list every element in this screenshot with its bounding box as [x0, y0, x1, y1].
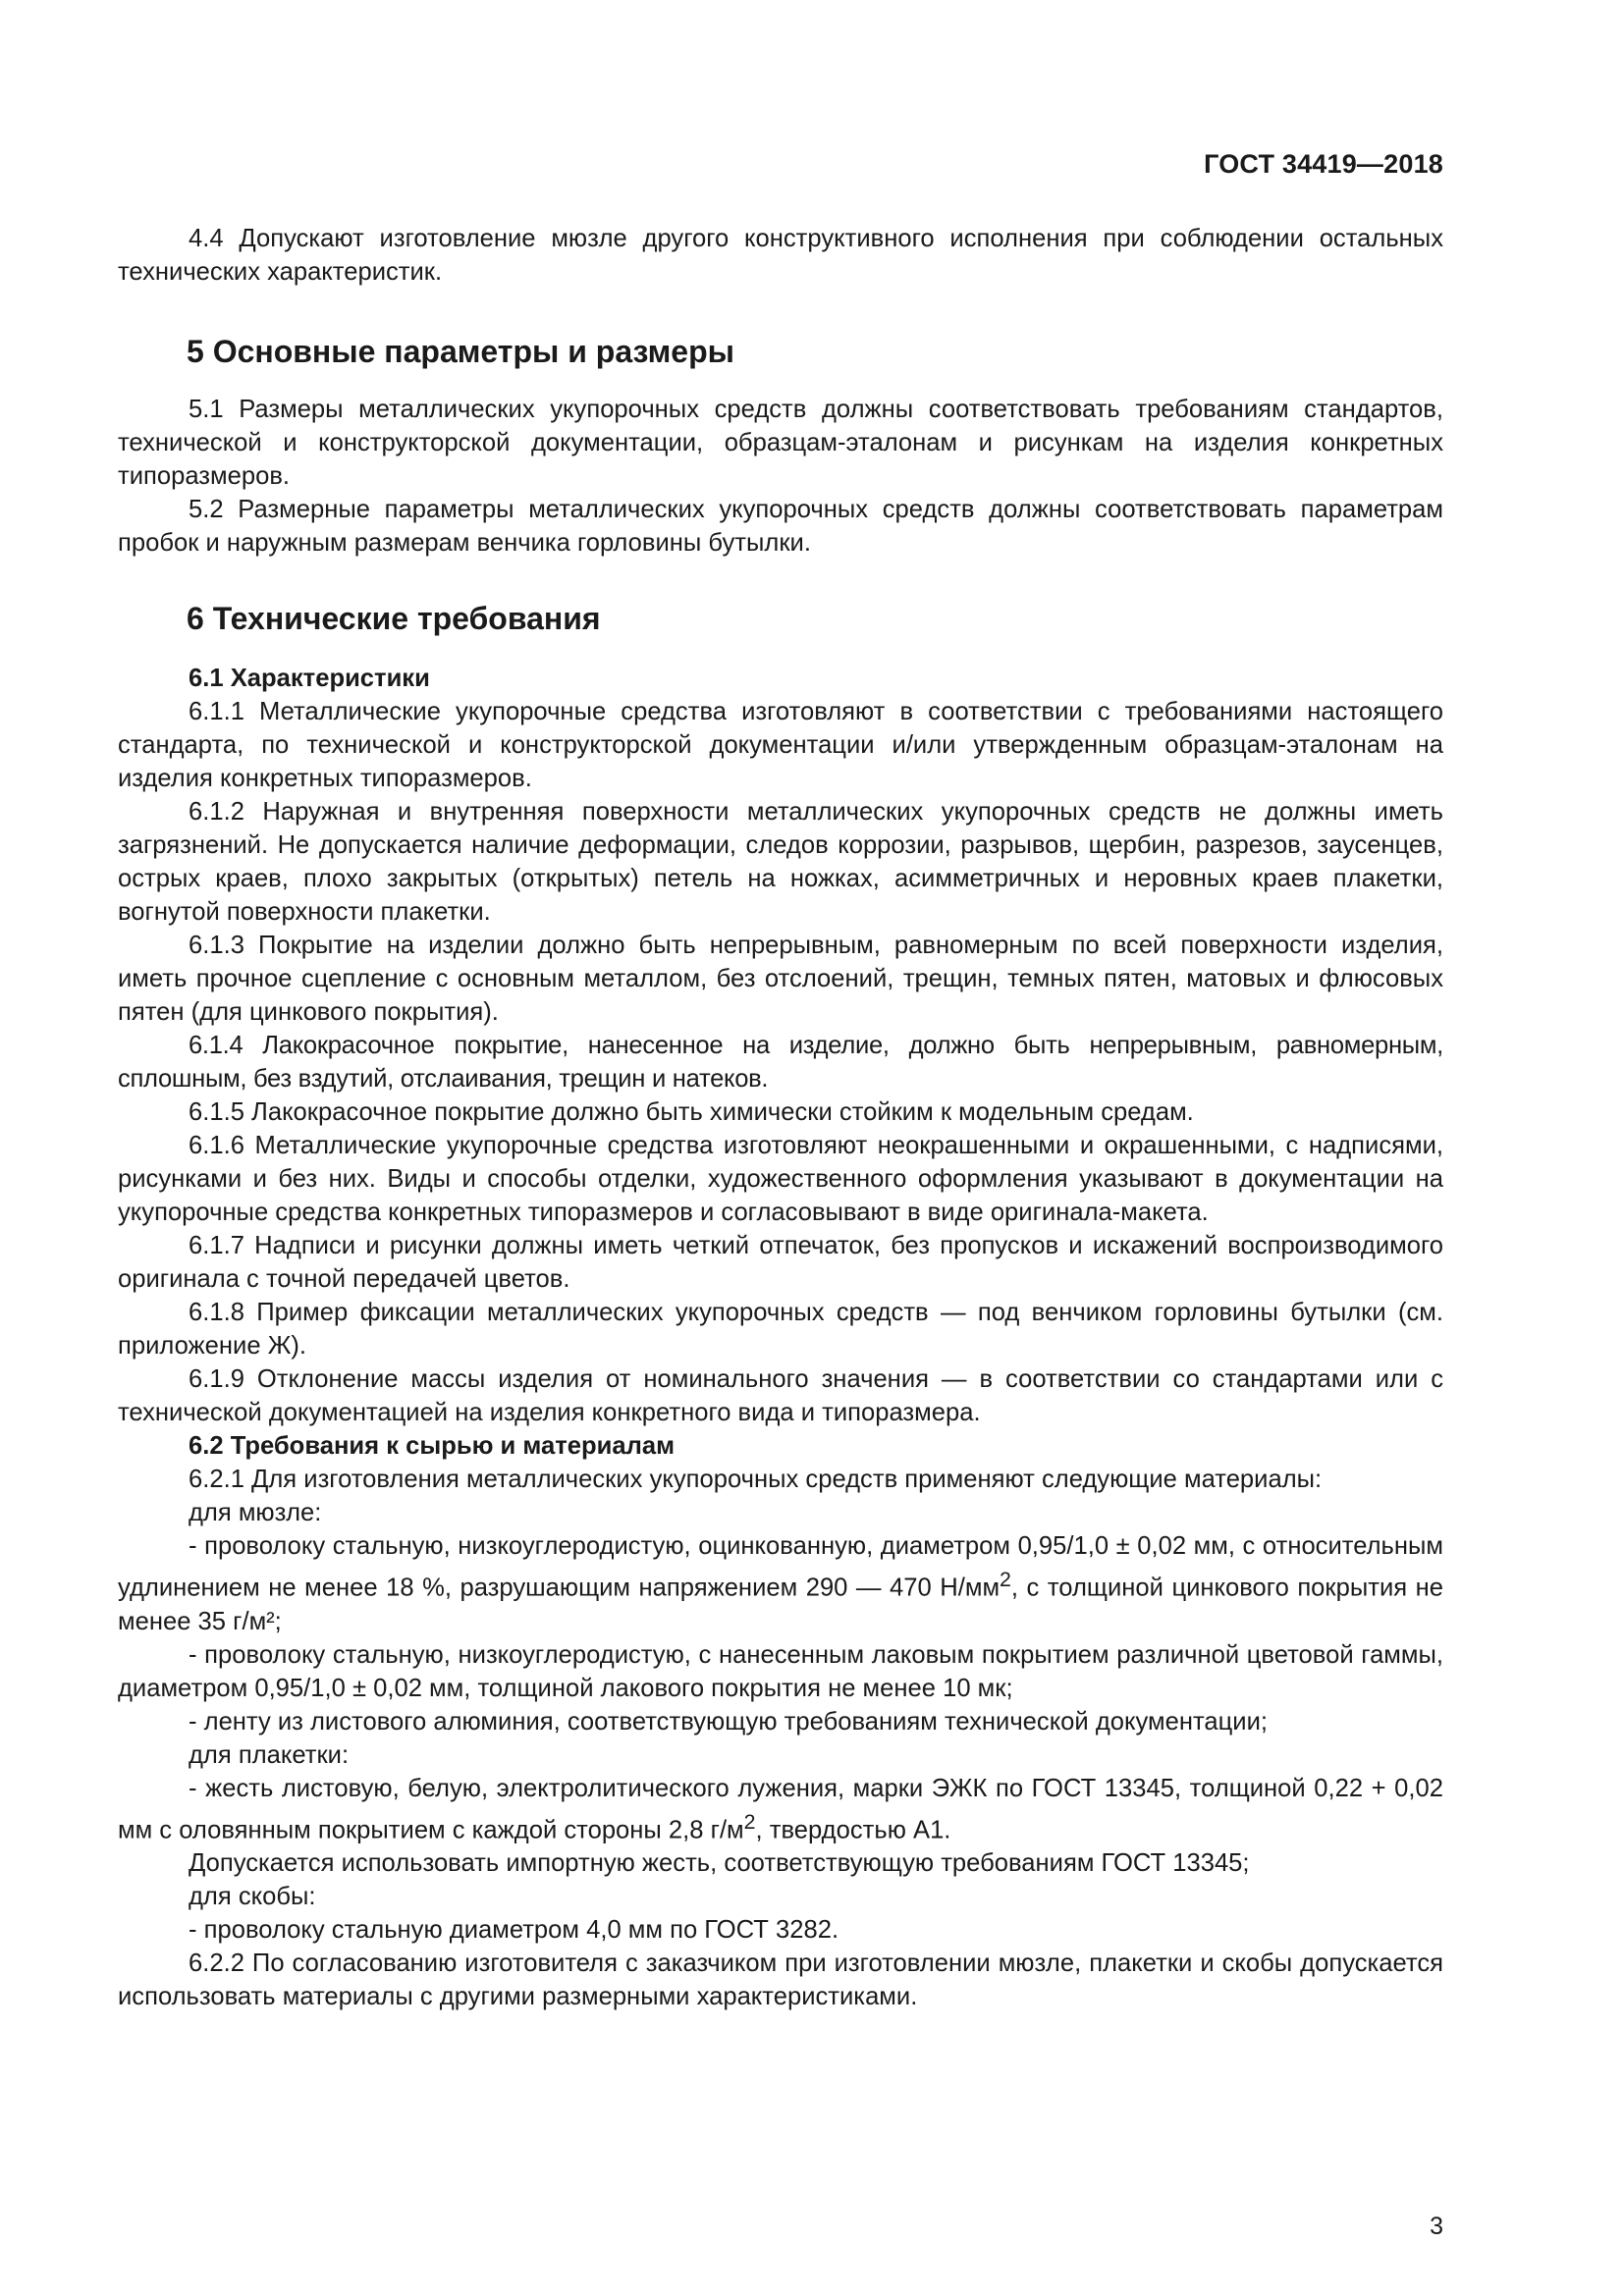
paragraph-6-2-1: 6.2.1 Для изготовления металлических укупорочных средств применяют следующие материалы: [189, 1466, 1323, 1493]
paragraph-6-1-3: 6.1.3 Покрытие на изделии должно быть непрерывным, равномерным по всей поверхности изделия, иметь прочное сцепление с основным металлом, без отслоений, трещин, темных пятен, матовых и флюсовых пятен (для цинкового покрытия). [118, 932, 1443, 1026]
list-item-lacquer-wire: - проволоку стальную, низкоуглеродистую, с нанесенным лаковым покрытием различной цветовой гаммы, диаметром 0,95/1,0 ± 0,02 мм, толщиной лакового покрытия не менее 10 мк; [118, 1640, 1443, 1702]
list-item-bracket-wire: - проволоку стальную диаметром 4,0 мм по ГОСТ 3282. [189, 1916, 839, 1945]
label-for-plaket: для плакетки: [189, 1740, 350, 1769]
document-header-id: ГОСТ 34419—2018 [1204, 149, 1443, 179]
document-body [118, 222, 1443, 2013]
tinplate-text: - жесть листовую, белую, электролитического лужения, марки ЭЖК по ГОСТ 13345, толщиной 0,22 + 0,02 мм с оловянным покрытием с каждой стороны 2,8 г/м [118, 1774, 1443, 1844]
zinc-wire-text-end: , с толщиной цинкового покрытия не менее 35 г/м²; [118, 1574, 1443, 1635]
zinc-wire-text: - проволоку стальную, низкоуглеродистую, оцинкованную, диаметром 0,95/1,0 ± 0,02 мм, с относительным удлинением не менее 18 %, разрушающим напряжением 290 — 470 Н/мм [118, 1532, 1443, 1602]
paragraph-4-4: 4.4 Допускают изготовление мюзле другого конструктивного исполнения при соблюдении остальных технических характеристик. [118, 225, 1443, 286]
label-for-muzle: для мюзле: [189, 1499, 322, 1526]
paragraph-6-1-7: 6.1.7 Надписи и рисунки должны иметь четкий отпечаток, без пропусков и искажений воспроизводимого оригинала с точной передачей цветов. [118, 1232, 1443, 1293]
paragraph-6-1-2: 6.1.2 Наружная и внутренняя поверхности металлических укупорочных средств не должны иметь загрязнений. Не допускается наличие деформации, следов коррозии, разрывов, щербин, разрезов, заусенцев, острых краев, плохо закрытых (открытых) петель на ножках, асимметричных и неровных краев плакетки, вогнутой поверхности плакетки. [118, 798, 1443, 926]
list-item-zinc-wire [118, 1529, 1443, 1638]
tinplate-superscript: 2 [743, 1809, 756, 1834]
list-item-tinplate [118, 1772, 1443, 1847]
tinplate-text-end: , твердостью А1. [755, 1816, 951, 1844]
label-for-bracket: для скобы: [189, 1883, 316, 1911]
paragraph-5-1: 5.1 Размеры металлических укупорочных средств должны соответствовать требованиям стандартов, технической и конструкторской документации, образцам-эталонам и рисункам на изделия конкретных типоразмеров. [118, 396, 1443, 490]
list-item-aluminium-tape: - ленту из листового алюминия, соответствующую требованиям технической документации; [189, 1707, 1268, 1735]
section-6-heading: 6 Технические требования [187, 601, 601, 636]
paragraph-6-1-6: 6.1.6 Металлические укупорочные средства изготовляют неокрашенными и окрашенными, с надписями, рисунками и без них. Виды и способы отделки, художественного оформления указывают в документации на укупорочные средства конкретных типоразмеров и согласовывают в виде оригинала-макета. [118, 1132, 1443, 1226]
paragraph-6-1-8: 6.1.8 Пример фиксации металлических укупорочных средств — под венчиком горловины бутылки (см. приложение Ж). [118, 1299, 1443, 1360]
import-tinplate-note: Допускается использовать импортную жесть, соответствующую требованиям ГОСТ 13345; [189, 1849, 1250, 1878]
paragraph-5-2: 5.2 Размерные параметры металлических укупорочных средств должны соответствовать параметрам пробок и наружным размерам венчика горловины бутылки. [118, 496, 1443, 557]
paragraph-6-1-1: 6.1.1 Металлические укупорочные средства изготовляют в соответствии с требованиями настоящего стандарта, по технической и конструкторской документации и/или утвержденным образцам-эталонам на изделия конкретных типоразмеров. [118, 698, 1443, 792]
paragraph-6-1-5: 6.1.5 Лакокрасочное покрытие должно быть химически стойким к модельным средам. [189, 1098, 1194, 1126]
paragraph-6-1-4: 6.1.4 Лакокрасочное покрытие, нанесенное на изделие, должно быть непрерывным, равномерным, сплошным, без вздутий, отслаивания, трещин и натеков. [118, 1032, 1443, 1093]
section-5-heading: 5 Основные параметры и размеры [187, 334, 734, 369]
zinc-wire-superscript: 2 [1000, 1568, 1011, 1591]
paragraph-6-1-9: 6.1.9 Отклонение массы изделия от номинального значения — в соответствии со стандартами или с технической документацией на изделия конкретного вида и типоразмера. [118, 1365, 1443, 1426]
subsection-6-1-heading: 6.1 Характеристики [189, 665, 430, 692]
subsection-6-2-heading: 6.2 Требования к сырью и материалам [189, 1432, 676, 1460]
page-number: 3 [1430, 2213, 1443, 2240]
paragraph-6-2-2: 6.2.2 По согласованию изготовителя с заказчиком при изготовлении мюзле, плакетки и скобы допускается использовать материалы с другими размерными характеристиками. [118, 1949, 1443, 2011]
